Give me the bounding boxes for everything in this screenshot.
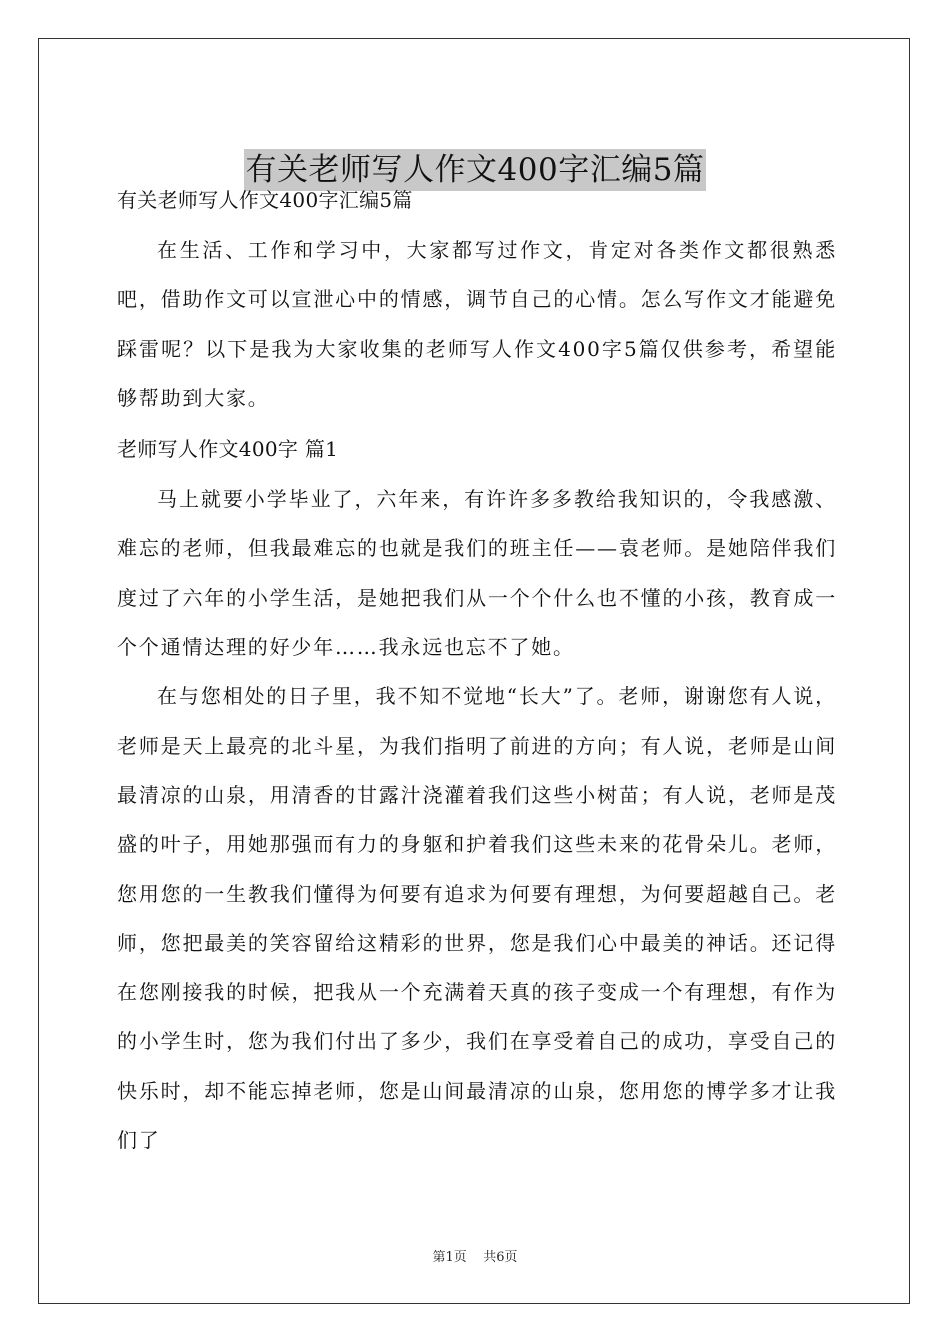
- body-paragraph: 在与您相处的日子里，我不知不觉地“长大”了。老师，谢谢您有人说，老师是天上最亮的北斗星，为我们指明了前进的方向；有人说，老师是山间最清凉的山泉，用清香的甘露汁浇灌着我们这些小树苗；有人说，老师是茂盛的叶子，用她那强而有力的身躯和护着我们这些未来的花骨朵儿。老师，您用您的一生教我们懂得为何要有追求为何要有理想，为何要超越自己。老师，您把最美的笑容留给这精彩的世界，您是我们心中最美的神话。还记得在您刚接我的时候，把我从一个充满着天真的孩子变成一个有理想，有作为的小学生时，您为我们付出了多少，我们在享受着自己的成功，享受自己的快乐时，却不能忘掉老师，您是山间最清凉的山泉，您用您的博学多才让我们了: [117, 684, 837, 1153]
- intro-paragraph: 在生活、工作和学习中，大家都写过作文，肯定对各类作文都很熟悉吧，借助作文可以宣泄心中的情感，调节自己的心情。怎么写作文才能避免踩雷呢？以下是我为大家收集的老师写人作文400字5篇仅供参考，希望能够帮助到大家。: [117, 238, 837, 410]
- page-number-footer: 第1页 共6页: [432, 1250, 518, 1265]
- document-subtitle: 有关老师写人作文400字汇编5篇: [117, 188, 413, 212]
- body-paragraph: 马上就要小学毕业了，六年来，有许许多多教给我知识的，令我感激、难忘的老师，但我最难忘的也就是我们的班主任——袁老师。是她陪伴我们度过了六年的小学生活，是她把我们从一个个什么也不懂的小孩，教育成一个个通情达理的好少年……我永远也忘不了她。: [117, 487, 837, 660]
- section-heading: 老师写人作文400字 篇1: [117, 437, 339, 462]
- document-title: 有关老师写人作文400字汇编5篇: [244, 149, 707, 191]
- document-body: [117, 180, 837, 1165]
